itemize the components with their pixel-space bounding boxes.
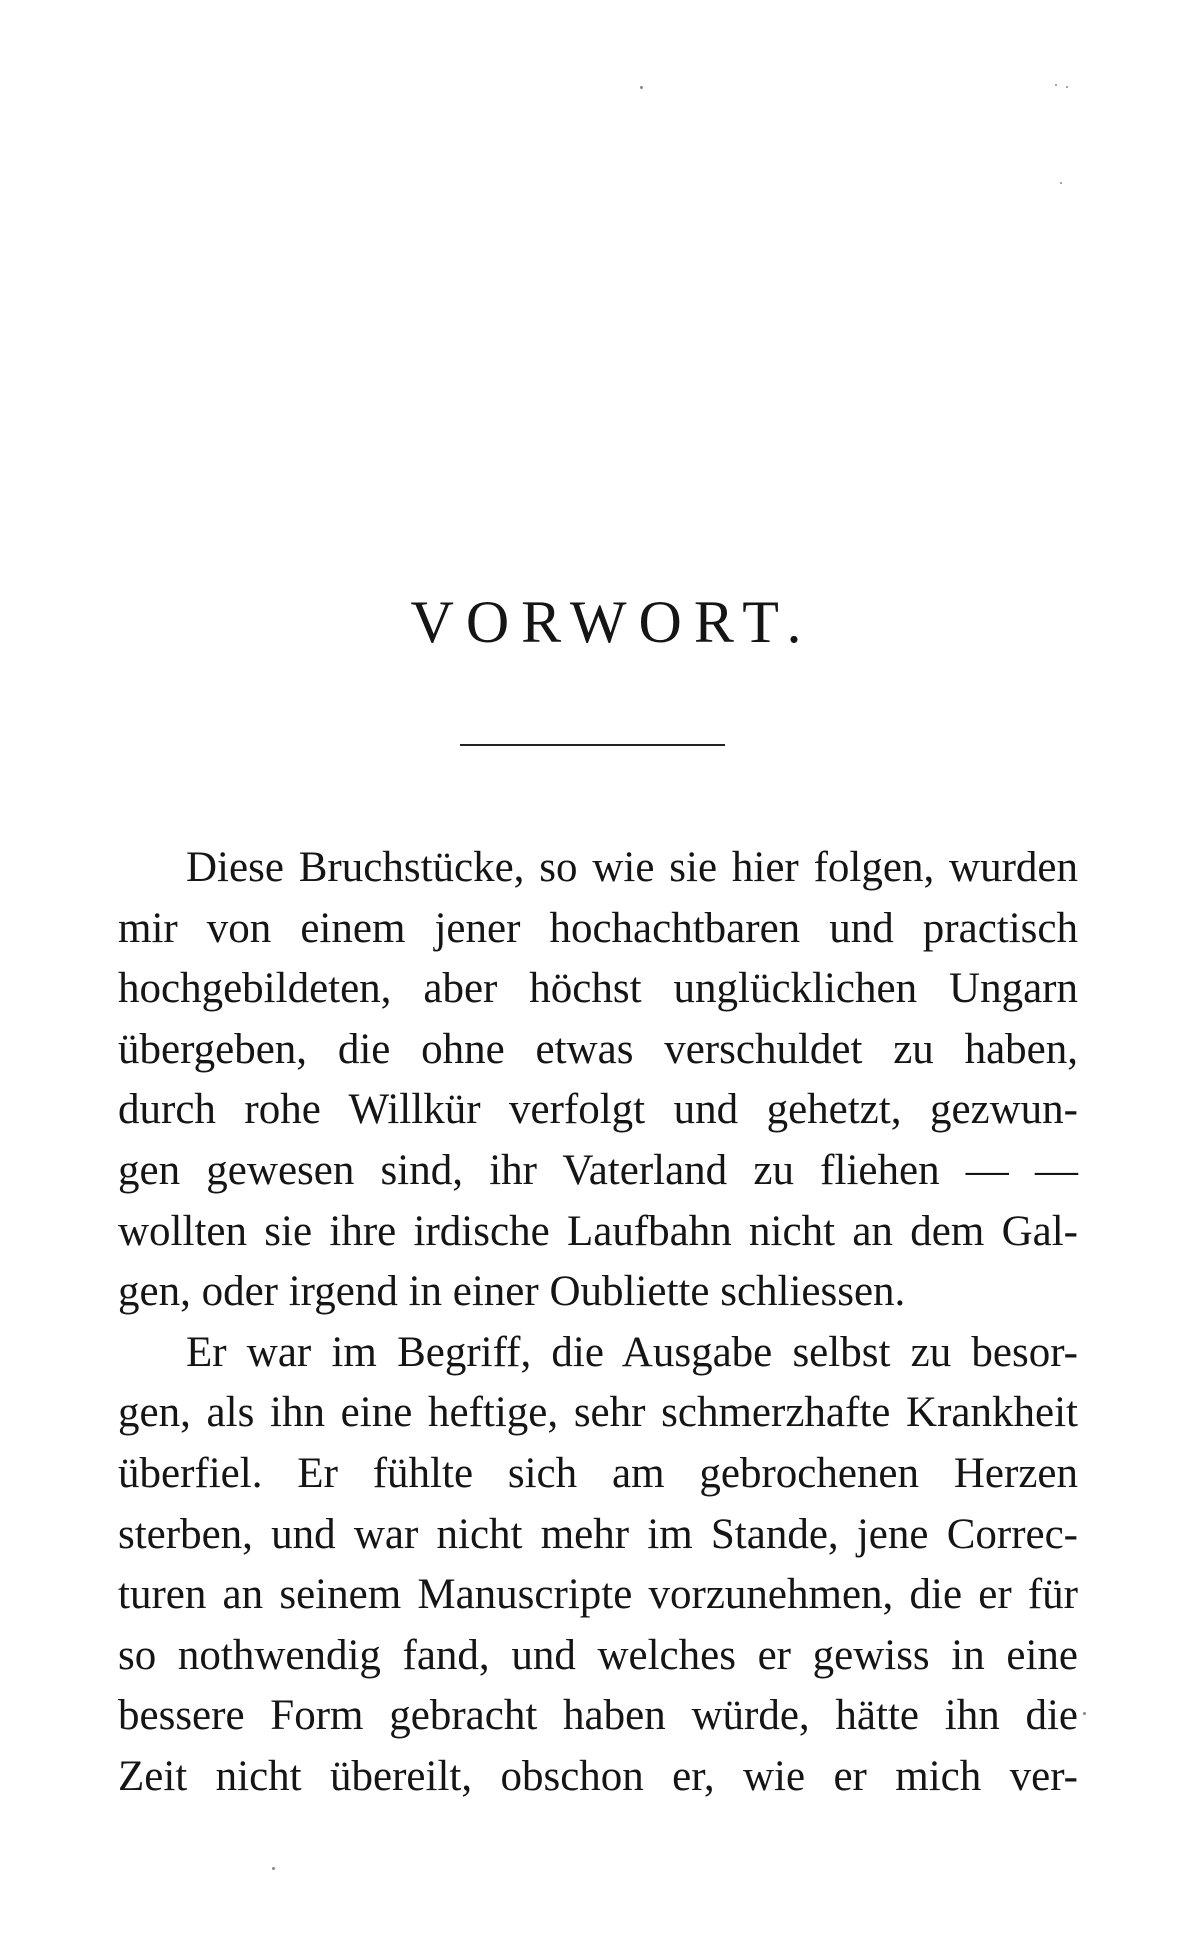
scan-speck xyxy=(1060,182,1062,184)
text-line: Zeit nicht übereilt, obschon er, wie er mich ver- xyxy=(118,1752,1078,1800)
scan-speck xyxy=(1083,1712,1086,1715)
scan-speck xyxy=(1066,86,1068,88)
text-line: gen, oder irgend in einer Oubliette schliessen. xyxy=(118,1268,906,1316)
text-line: sterben, und war nicht mehr im Stande, jene Correc- xyxy=(118,1510,1078,1558)
scan-speck xyxy=(1055,84,1057,86)
text-line: durch rohe Willkür verfolgt und gehetzt, gezwun- xyxy=(118,1086,1078,1134)
text-line: überfiel. Er fühlte sich am gebrochenen Herzen xyxy=(118,1449,1078,1497)
title-divider xyxy=(460,744,725,746)
text-line: wollten sie ihre irdische Laufbahn nicht an dem Gal- xyxy=(118,1207,1078,1255)
text-line: gen, als ihn eine heftige, sehr schmerzhafte Krankheit xyxy=(118,1389,1078,1437)
text-line: Er war im Begriff, die Ausgabe selbst zu besor- xyxy=(186,1328,1078,1376)
text-line: hochgebildeten, aber höchst unglücklichen Ungarn xyxy=(118,965,1078,1013)
text-line: Diese Bruchstücke, so wie sie hier folgen, wurden xyxy=(186,844,1078,891)
body-text xyxy=(118,838,1078,1808)
page-title: VORWORT. xyxy=(410,589,814,655)
scan-speck xyxy=(640,86,643,89)
text-line: gen gewesen sind, ihr Vaterland zu fliehen — — xyxy=(118,1146,1078,1194)
paragraph xyxy=(118,1323,1078,1808)
text-line: so nothwendig fand, und welches er gewiss in eine xyxy=(118,1631,1078,1679)
scan-speck xyxy=(272,1867,275,1870)
text-line: übergeben, die ohne etwas verschuldet zu haben, xyxy=(118,1025,1078,1073)
text-line: bessere Form gebracht haben würde, hätte ihn die xyxy=(118,1692,1078,1740)
paragraph xyxy=(118,838,1078,1323)
text-line: mir von einem jener hochachtbaren und practisch xyxy=(118,904,1078,952)
text-line: turen an seinem Manuscripte vorzunehmen, die er für xyxy=(118,1571,1078,1619)
